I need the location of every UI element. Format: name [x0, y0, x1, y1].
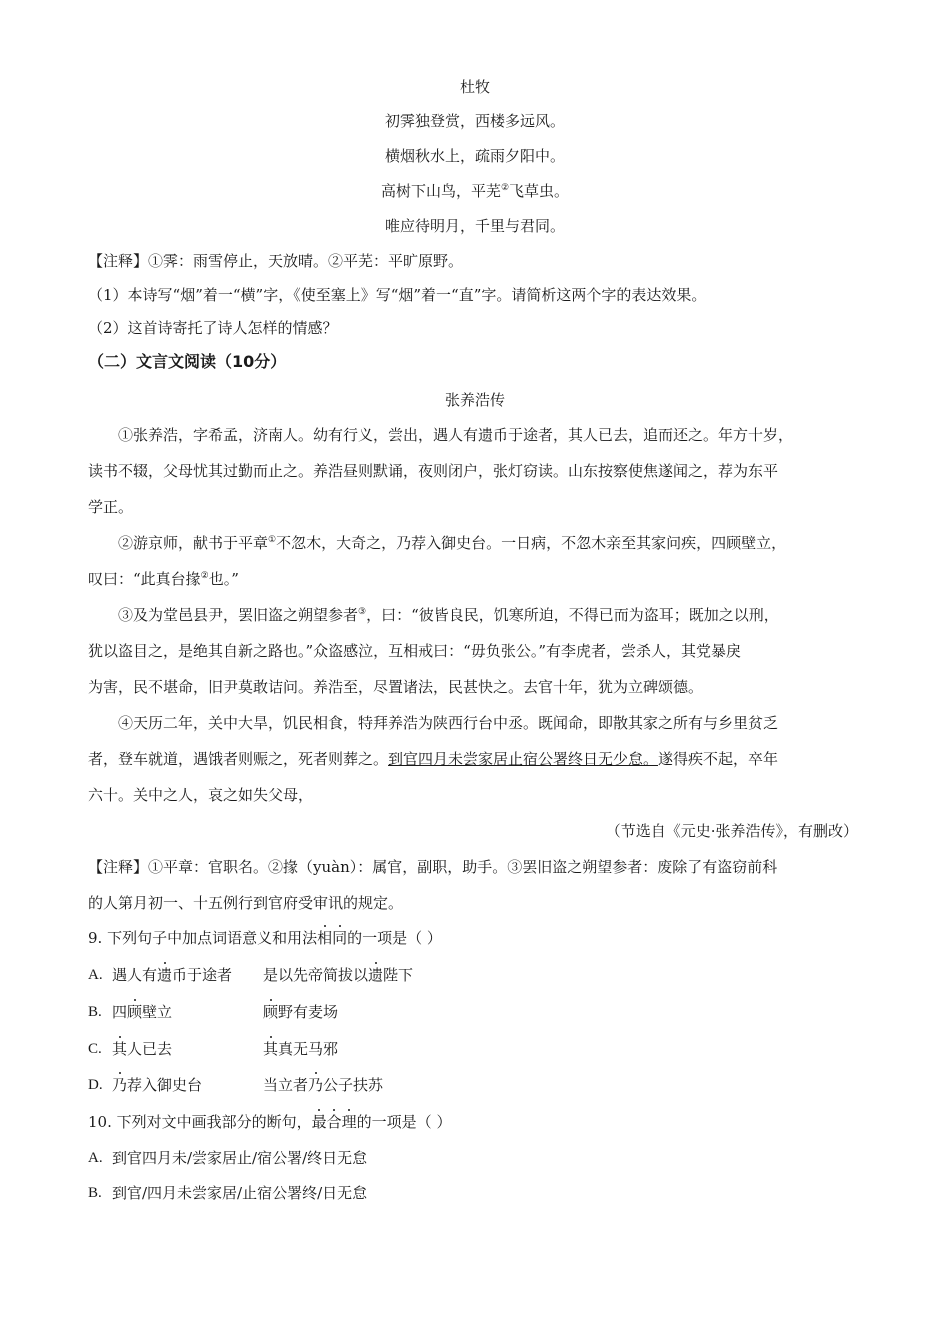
document-page: 杜牧 初霁独登赏，西楼多远风。 横烟秋水上，疏雨夕阳中。 高树下山鸟，平芜②飞草虫。 唯应待明月，千里与君同。 【注释】①霁：雨雪停止，天放晴。②平芜：平旷原野。 （1）本诗写“烟”着一“横”字，《使至塞上》写“烟”着一“直”字。请简析这两个字的表达效果。 （2）这首诗寄托了诗人怎样的情感？ （二）文言文阅读（10分） 张养浩传 ①张养浩，字希孟，济南人。幼有行义，尝出，遇人有遗币于途者，其人已去，追而还之。年方十岁， 读书不辍，父母忧其过勤而止之。养浩昼则默诵，夜则闭户，张灯窃读。山东按察使焦遂闻之，荐为东平 学正。 ②游京师，献书于平章①不忽木，大奇之，乃荐入御史台。一日病，不忽木亲至其家问疾，四顾壁立， 叹曰：“此真台掾②也。” ③及为堂邑县尹，罢旧盗之朔望参者③，曰：“彼皆良民，饥寒所迫，不得已而为盗耳；既加之以刑， 犹以盗目之，是绝其自新之路也。”众盗感泣，互相戒曰：“毋负张公。”有李虎者，尝杀人，其党暴戾 为害，民不堪命，旧尹莫敢诘问。养浩至，尽置诸法，民甚快之。去官十年，犹为立碑颂德。 ④天历二年，关中大旱，饥民相食，特拜养浩为陕西行台中丞。既闻命，即散其家之所有与乡里贫乏 者，登车就道，遇饿者则赈之，死者则葬之。到官四月未尝家居止宿公署终日无少怠。遂得疾不起，卒年 六十。关中之人，哀之如失父母， （节选自《元史·张养浩传》，有删改） 【注释】①平章：官职名。②掾（yuàn）：属官，副职，助手。③罢旧盗之朔望参者：废除了有盗窃前科 的人第月初一、十五例行到官府受审讯的规定。 9. 下列句子中加点词语意义和用法相同的一项是（ ） A. 遇人有遗币于途者 是以先帝简拔以遗陛下 B. 四顾壁立 顾野有麦场 C. 其人已去 其真无马邪 D. 乃荐入御史台 当立者乃公子扶苏 10. 下列对文中画我部分的断句，最合理的一项是（ ） A. 到官四月未/尝家居止/宿公署/终日无怠 B. 到官/四月未尝家居/止宿公署终/日无怠: [0, 0, 950, 1344]
passage-note-line-2: 的人第月初一、十五例行到官府受审讯的规定。: [88, 894, 404, 912]
poem-note: 【注释】①霁：雨雪停止，天放晴。②平芜：平旷原野。: [88, 252, 464, 270]
poem-line-1: 初霁独登赏，西楼多远风。: [384, 112, 565, 130]
question-10-stem: 10. 下列对文中画我部分的断句，最合理的一项是（ ）: [88, 1113, 452, 1131]
passage-p3-line-1: ③及为堂邑县尹，罢旧盗之朔望参者③，曰：“彼皆良民，饥寒所迫，不得已而为盗耳；既加之以刑，: [118, 606, 779, 624]
question-2: （2）这首诗寄托了诗人怎样的情感？: [88, 319, 338, 337]
passage-p3-line-3: 为害，民不堪命，旧尹莫敢诘问。养浩至，尽置诸法，民甚快之。去官十年，犹为立碑颂德。: [88, 678, 704, 696]
passage-p1-line-2: 读书不辍，父母忧其过勤而止之。养浩昼则默诵，夜则闭户，张灯窃读。山东按察使焦遂闻之，荐为东平: [88, 462, 779, 480]
passage-p3-line-2: 犹以盗目之，是绝其自新之路也。”众盗感泣，互相戒曰：“毋负张公。”有李虎者，尝杀人，其党暴戾: [88, 642, 742, 660]
passage-p1-line-1: ①张养浩，字希孟，济南人。幼有行义，尝出，遇人有遗币于途者，其人已去，追而还之。年方十岁，: [118, 426, 794, 444]
passage-p2-line-2: 叹曰：“此真台掾②也。”: [88, 570, 239, 588]
poem-line-2: 横烟秋水上，疏雨夕阳中。: [384, 147, 565, 165]
poem-line-4: 唯应待明月，千里与君同。: [384, 217, 565, 235]
passage-p1-line-3: 学正。: [88, 498, 134, 516]
passage-p4-line-1: ④天历二年，关中大旱，饥民相食，特拜养浩为陕西行台中丞。既闻命，即散其家之所有与乡里贫乏: [118, 714, 779, 732]
passage-note-line-1: 【注释】①平章：官职名。②掾（yuàn）：属官，副职，助手。③罢旧盗之朔望参者：废除了有盗窃前科: [88, 858, 778, 876]
section-heading: （二）文言文阅读（10分）: [88, 352, 287, 371]
passage-p4-line-2: 者，登车就道，遇饿者则赈之，死者则葬之。到官四月未尝家居止宿公署终日无少怠。遂得疾不起，卒年: [88, 750, 779, 768]
question-1: （1）本诗写“烟”着一“横”字，《使至塞上》写“烟”着一“直”字。请简析这两个字的表达效果。: [88, 286, 707, 304]
passage-source: （节选自《元史·张养浩传》，有删改）: [605, 822, 858, 840]
passage-p4-line-3: 六十。关中之人，哀之如失父母，: [88, 786, 314, 804]
poem-line-3: 高树下山鸟，平芜②飞草虫。: [380, 182, 570, 200]
underlined-sentence: 到官四月未尝家居止宿公署终日无少怠。: [388, 750, 659, 768]
passage-p2-line-1: ②游京师，献书于平章①不忽木，大奇之，乃荐入御史台。一日病，不忽木亲至其家问疾，四顾壁立，: [118, 534, 787, 552]
poem-author: 杜牧: [459, 78, 490, 96]
passage-title: 张养浩传: [444, 391, 505, 409]
question-9-stem: 9. 下列句子中加点词语意义和用法相同的一项是（ ）: [88, 929, 442, 947]
